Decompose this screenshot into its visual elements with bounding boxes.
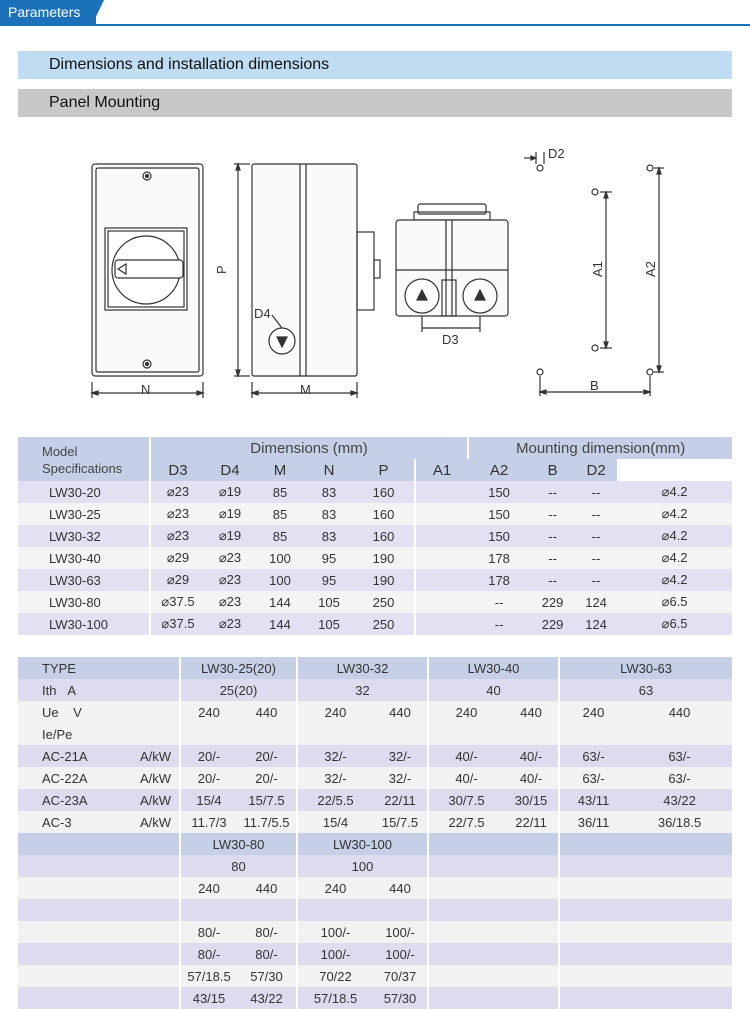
blank-cell bbox=[18, 833, 180, 855]
label-p: P bbox=[214, 265, 229, 274]
ac-value: 40/- bbox=[428, 767, 504, 789]
blank-cell bbox=[559, 943, 732, 965]
b-cell: 124 bbox=[575, 591, 617, 613]
n-cell: 83 bbox=[305, 503, 353, 525]
a2-cell: -- bbox=[530, 481, 575, 503]
blank-cell bbox=[18, 899, 180, 921]
ue-value: 240 bbox=[180, 701, 237, 723]
table-row bbox=[18, 723, 732, 745]
section-panel-mounting: Panel Mounting bbox=[18, 89, 732, 117]
ac-value: 70/22 bbox=[297, 965, 373, 987]
n-cell: 83 bbox=[305, 481, 353, 503]
b-cell: -- bbox=[575, 525, 617, 547]
col-d4: D4 bbox=[205, 459, 255, 481]
label-a2: A2 bbox=[643, 261, 658, 277]
spacer-cell bbox=[415, 591, 468, 613]
label-b: B bbox=[590, 378, 599, 393]
ac-value: 32/- bbox=[297, 745, 373, 767]
spec-header: Specifications bbox=[42, 461, 123, 476]
ac-value: 63/- bbox=[627, 745, 732, 767]
ac-value: 40/- bbox=[504, 745, 559, 767]
m-cell: 144 bbox=[255, 613, 305, 635]
d4-cell: ⌀19 bbox=[205, 481, 255, 503]
table-row bbox=[18, 767, 732, 789]
ue-value: 240 bbox=[180, 877, 237, 899]
n-cell: 95 bbox=[305, 547, 353, 569]
p-cell: 190 bbox=[353, 569, 415, 591]
model-cell: LW30-100 bbox=[18, 613, 150, 635]
blank-cell bbox=[559, 833, 732, 855]
col-d2: D2 bbox=[575, 459, 617, 481]
ith-value: 63 bbox=[559, 679, 732, 701]
ac-value: 70/37 bbox=[373, 965, 428, 987]
blank-cell bbox=[428, 833, 559, 855]
b-cell: 124 bbox=[575, 613, 617, 635]
tab-parameters[interactable]: Parameters bbox=[0, 0, 96, 25]
spacer-cell bbox=[415, 503, 468, 525]
ac-value: 80/- bbox=[237, 921, 297, 943]
iepe-label: Ie/Pe bbox=[18, 723, 130, 745]
ac-value: 100/- bbox=[297, 921, 373, 943]
blank-cell bbox=[559, 965, 732, 987]
blank-cell bbox=[428, 899, 559, 921]
ac-value: 63/- bbox=[559, 745, 627, 767]
ac-value: 30/15 bbox=[504, 789, 559, 811]
m-cell: 100 bbox=[255, 547, 305, 569]
ue-value: 240 bbox=[297, 701, 373, 723]
col-d3: D3 bbox=[150, 459, 205, 481]
p-cell: 160 bbox=[353, 481, 415, 503]
ith-value: 32 bbox=[297, 679, 428, 701]
model-name: LW30-25(20) bbox=[180, 657, 297, 679]
col-n: N bbox=[305, 459, 353, 481]
a2-cell: 229 bbox=[530, 613, 575, 635]
ac-value: 32/- bbox=[297, 767, 373, 789]
ac-value: 40/- bbox=[428, 745, 504, 767]
ac-value: 63/- bbox=[627, 767, 732, 789]
spacer-cell bbox=[415, 569, 468, 591]
table-row bbox=[18, 833, 732, 855]
ac-value: 22/11 bbox=[504, 811, 559, 833]
d3-cell: ⌀29 bbox=[150, 569, 205, 591]
p-cell: 190 bbox=[353, 547, 415, 569]
table-row bbox=[18, 943, 732, 965]
ue-value: 440 bbox=[504, 701, 559, 723]
blank-cell bbox=[297, 723, 428, 745]
ue-value: 440 bbox=[627, 701, 732, 723]
ac-value: 100/- bbox=[297, 943, 373, 965]
m-cell: 100 bbox=[255, 569, 305, 591]
blank-cell bbox=[18, 921, 180, 943]
ue-value: 240 bbox=[559, 701, 627, 723]
m-cell: 85 bbox=[255, 481, 305, 503]
d2-cell: ⌀4.2 bbox=[617, 569, 732, 591]
type-label: TYPE bbox=[18, 657, 180, 679]
spacer-cell bbox=[415, 481, 468, 503]
blank-cell bbox=[428, 965, 559, 987]
ac-value: 100/- bbox=[373, 921, 428, 943]
mounting-header: Mounting dimension(mm) bbox=[468, 437, 732, 459]
tab-tip bbox=[92, 0, 104, 25]
model-name: LW30-32 bbox=[297, 657, 428, 679]
model-cell: LW30-25 bbox=[18, 503, 150, 525]
table-row bbox=[18, 591, 732, 613]
blank-cell bbox=[18, 965, 180, 987]
blank-cell bbox=[559, 987, 732, 1009]
a1-cell: 150 bbox=[468, 525, 530, 547]
ac-label: AC-21A bbox=[18, 745, 130, 767]
a1-cell: 150 bbox=[468, 503, 530, 525]
dimensions-table bbox=[18, 437, 732, 635]
ac-value: 57/18.5 bbox=[297, 987, 373, 1009]
ac-value: 100/- bbox=[373, 943, 428, 965]
table-row bbox=[18, 987, 732, 1009]
n-cell: 105 bbox=[305, 591, 353, 613]
n-cell: 83 bbox=[305, 525, 353, 547]
ac-value: 15/4 bbox=[297, 811, 373, 833]
n-cell: 95 bbox=[305, 569, 353, 591]
ac-value: 20/- bbox=[180, 745, 237, 767]
d2-cell: ⌀6.5 bbox=[617, 591, 732, 613]
d4-cell: ⌀19 bbox=[205, 525, 255, 547]
model-name: LW30-63 bbox=[559, 657, 732, 679]
ith-value: 25(20) bbox=[180, 679, 297, 701]
table-row bbox=[18, 569, 732, 591]
a2-cell: -- bbox=[530, 503, 575, 525]
col-p: P bbox=[353, 459, 415, 481]
table-row bbox=[18, 701, 732, 723]
model-name: LW30-40 bbox=[428, 657, 559, 679]
ac-label: AC-23A bbox=[18, 789, 130, 811]
ue-value: 440 bbox=[373, 701, 428, 723]
d2-cell: ⌀4.2 bbox=[617, 547, 732, 569]
ac-value: 80/- bbox=[180, 943, 237, 965]
model-cell: LW30-63 bbox=[18, 569, 150, 591]
spacer-cell bbox=[415, 613, 468, 635]
blank-cell bbox=[130, 723, 180, 745]
d3-cell: ⌀23 bbox=[150, 503, 205, 525]
blank-cell bbox=[18, 987, 180, 1009]
ac-value: 22/7.5 bbox=[428, 811, 504, 833]
table-row bbox=[18, 965, 732, 987]
section-dimensions-title: Dimensions and installation dimensions bbox=[18, 51, 732, 79]
model-name: LW30-100 bbox=[297, 833, 428, 855]
ue-value: 240 bbox=[297, 877, 373, 899]
ac-unit: A/kW bbox=[130, 811, 180, 833]
p-cell: 250 bbox=[353, 613, 415, 635]
a2-cell: -- bbox=[530, 547, 575, 569]
d2-cell: ⌀6.5 bbox=[617, 613, 732, 635]
p-cell: 160 bbox=[353, 503, 415, 525]
b-cell: -- bbox=[575, 503, 617, 525]
b-cell: -- bbox=[575, 547, 617, 569]
table-row bbox=[18, 789, 732, 811]
d2-cell: ⌀4.2 bbox=[617, 525, 732, 547]
model-cell: LW30-40 bbox=[18, 547, 150, 569]
ac-value: 11.7/3 bbox=[180, 811, 237, 833]
n-cell: 105 bbox=[305, 613, 353, 635]
model-header: Model bbox=[42, 444, 78, 459]
ac-value: 22/11 bbox=[373, 789, 428, 811]
ac-label: AC-3 bbox=[18, 811, 130, 833]
blank-cell bbox=[559, 921, 732, 943]
p-cell: 250 bbox=[353, 591, 415, 613]
blank-cell bbox=[18, 855, 180, 877]
a2-cell: -- bbox=[530, 569, 575, 591]
panel-mounting-drawing bbox=[0, 120, 750, 435]
ith-label-cell bbox=[18, 679, 130, 701]
m-cell: 85 bbox=[255, 525, 305, 547]
ac-value: 43/11 bbox=[559, 789, 627, 811]
table-row bbox=[18, 481, 732, 503]
d2-cell: ⌀4.2 bbox=[617, 503, 732, 525]
m-cell: 144 bbox=[255, 591, 305, 613]
ac-value: 15/7.5 bbox=[237, 789, 297, 811]
ac-value: 11.7/5.5 bbox=[237, 811, 297, 833]
ith-value: 80 bbox=[180, 855, 297, 877]
ue-value: 440 bbox=[373, 877, 428, 899]
blank-cell bbox=[428, 921, 559, 943]
label-d2: D2 bbox=[548, 146, 565, 161]
label-m: M bbox=[300, 382, 311, 397]
ac-value: 40/- bbox=[504, 767, 559, 789]
ac-unit: A/kW bbox=[130, 745, 180, 767]
label-a1: A1 bbox=[590, 261, 605, 277]
blank-cell bbox=[130, 679, 180, 701]
ac-value: 80/- bbox=[237, 943, 297, 965]
b-cell: -- bbox=[575, 569, 617, 591]
d4-cell: ⌀23 bbox=[205, 569, 255, 591]
ith-label: Ith bbox=[42, 682, 57, 698]
table-row bbox=[18, 877, 732, 899]
table-row bbox=[18, 679, 732, 701]
a1-cell: 178 bbox=[468, 569, 530, 591]
ac-value: 36/18.5 bbox=[627, 811, 732, 833]
blank-cell bbox=[559, 877, 732, 899]
ac-value: 57/30 bbox=[373, 987, 428, 1009]
blank-cell bbox=[18, 877, 180, 899]
blank-cell bbox=[428, 877, 559, 899]
col-a1: A1 bbox=[415, 459, 468, 481]
blank-cell bbox=[428, 855, 559, 877]
d2-cell: ⌀4.2 bbox=[617, 481, 732, 503]
header-tabbar bbox=[0, 0, 750, 27]
top-view bbox=[396, 204, 508, 316]
d3-cell: ⌀23 bbox=[150, 525, 205, 547]
ac-value: 57/18.5 bbox=[180, 965, 237, 987]
ac-value: 20/- bbox=[180, 767, 237, 789]
ac-value: 32/- bbox=[373, 767, 428, 789]
d4-cell: ⌀23 bbox=[205, 591, 255, 613]
ac-value: 80/- bbox=[180, 921, 237, 943]
table-row bbox=[18, 547, 732, 569]
d4-cell: ⌀19 bbox=[205, 503, 255, 525]
ith-value: 40 bbox=[428, 679, 559, 701]
d3-cell: ⌀37.5 bbox=[150, 613, 205, 635]
front-view bbox=[92, 164, 203, 376]
blank-cell bbox=[180, 899, 297, 921]
ac-value: 30/7.5 bbox=[428, 789, 504, 811]
table-row bbox=[18, 745, 732, 767]
ith-unit: A bbox=[67, 682, 76, 698]
ac-value: 15/7.5 bbox=[373, 811, 428, 833]
side-view bbox=[252, 164, 380, 376]
ith-value: 100 bbox=[297, 855, 428, 877]
ue-label: Ue bbox=[42, 704, 59, 720]
a1-cell: 178 bbox=[468, 547, 530, 569]
ac-value: 36/11 bbox=[559, 811, 627, 833]
p-cell: 160 bbox=[353, 525, 415, 547]
d3-cell: ⌀37.5 bbox=[150, 591, 205, 613]
table-row bbox=[18, 811, 732, 833]
table-row bbox=[18, 613, 732, 635]
label-d3: D3 bbox=[442, 332, 459, 347]
blank-cell bbox=[428, 943, 559, 965]
model-cell: LW30-20 bbox=[18, 481, 150, 503]
table-row bbox=[18, 899, 732, 921]
ac-value: 43/15 bbox=[180, 987, 237, 1009]
ac-value: 43/22 bbox=[627, 789, 732, 811]
blank-cell bbox=[559, 723, 732, 745]
blank-cell bbox=[559, 899, 732, 921]
table-row bbox=[18, 855, 732, 877]
dimensions-header: Dimensions (mm) bbox=[150, 437, 468, 459]
ue-value: 240 bbox=[428, 701, 504, 723]
ac-value: 57/30 bbox=[237, 965, 297, 987]
tab-underline bbox=[0, 24, 750, 26]
table-row bbox=[18, 657, 732, 679]
d4-cell: ⌀23 bbox=[205, 613, 255, 635]
model-cell: LW30-80 bbox=[18, 591, 150, 613]
label-d4: D4 bbox=[254, 306, 271, 321]
b-cell: -- bbox=[575, 481, 617, 503]
ue-value: 440 bbox=[237, 877, 297, 899]
ue-value: 440 bbox=[237, 701, 297, 723]
table-row bbox=[18, 503, 732, 525]
ac-value: 20/- bbox=[237, 745, 297, 767]
blank-cell bbox=[130, 701, 180, 723]
ac-value: 32/- bbox=[373, 745, 428, 767]
col-a2: A2 bbox=[468, 459, 530, 481]
blank-cell bbox=[428, 987, 559, 1009]
model-name: LW30-80 bbox=[180, 833, 297, 855]
table-row bbox=[18, 921, 732, 943]
ac-value: 63/- bbox=[559, 767, 627, 789]
type-table bbox=[18, 657, 732, 1009]
a1-cell: 150 bbox=[468, 481, 530, 503]
ac-value: 20/- bbox=[237, 767, 297, 789]
ac-value: 43/22 bbox=[237, 987, 297, 1009]
ac-value: 15/4 bbox=[180, 789, 237, 811]
d4-cell: ⌀23 bbox=[205, 547, 255, 569]
a2-cell: 229 bbox=[530, 591, 575, 613]
ac-label: AC-22A bbox=[18, 767, 130, 789]
d3-cell: ⌀23 bbox=[150, 481, 205, 503]
blank-cell bbox=[18, 943, 180, 965]
spacer-cell bbox=[415, 547, 468, 569]
ue-unit: V bbox=[73, 704, 82, 720]
a1-cell: -- bbox=[468, 591, 530, 613]
model-spec-header bbox=[18, 437, 150, 481]
ac-unit: A/kW bbox=[130, 789, 180, 811]
blank-cell bbox=[428, 723, 559, 745]
label-n: N bbox=[141, 382, 151, 397]
spacer-cell bbox=[415, 525, 468, 547]
table-row bbox=[18, 525, 732, 547]
blank-cell bbox=[297, 899, 428, 921]
d3-cell: ⌀29 bbox=[150, 547, 205, 569]
ue-label-cell bbox=[18, 701, 130, 723]
a2-cell: -- bbox=[530, 525, 575, 547]
m-cell: 85 bbox=[255, 503, 305, 525]
blank-cell bbox=[559, 855, 732, 877]
col-b: B bbox=[530, 459, 575, 481]
ac-value: 22/5.5 bbox=[297, 789, 373, 811]
col-m: M bbox=[255, 459, 305, 481]
a1-cell: -- bbox=[468, 613, 530, 635]
blank-cell bbox=[180, 723, 297, 745]
model-cell: LW30-32 bbox=[18, 525, 150, 547]
ac-unit: A/kW bbox=[130, 767, 180, 789]
